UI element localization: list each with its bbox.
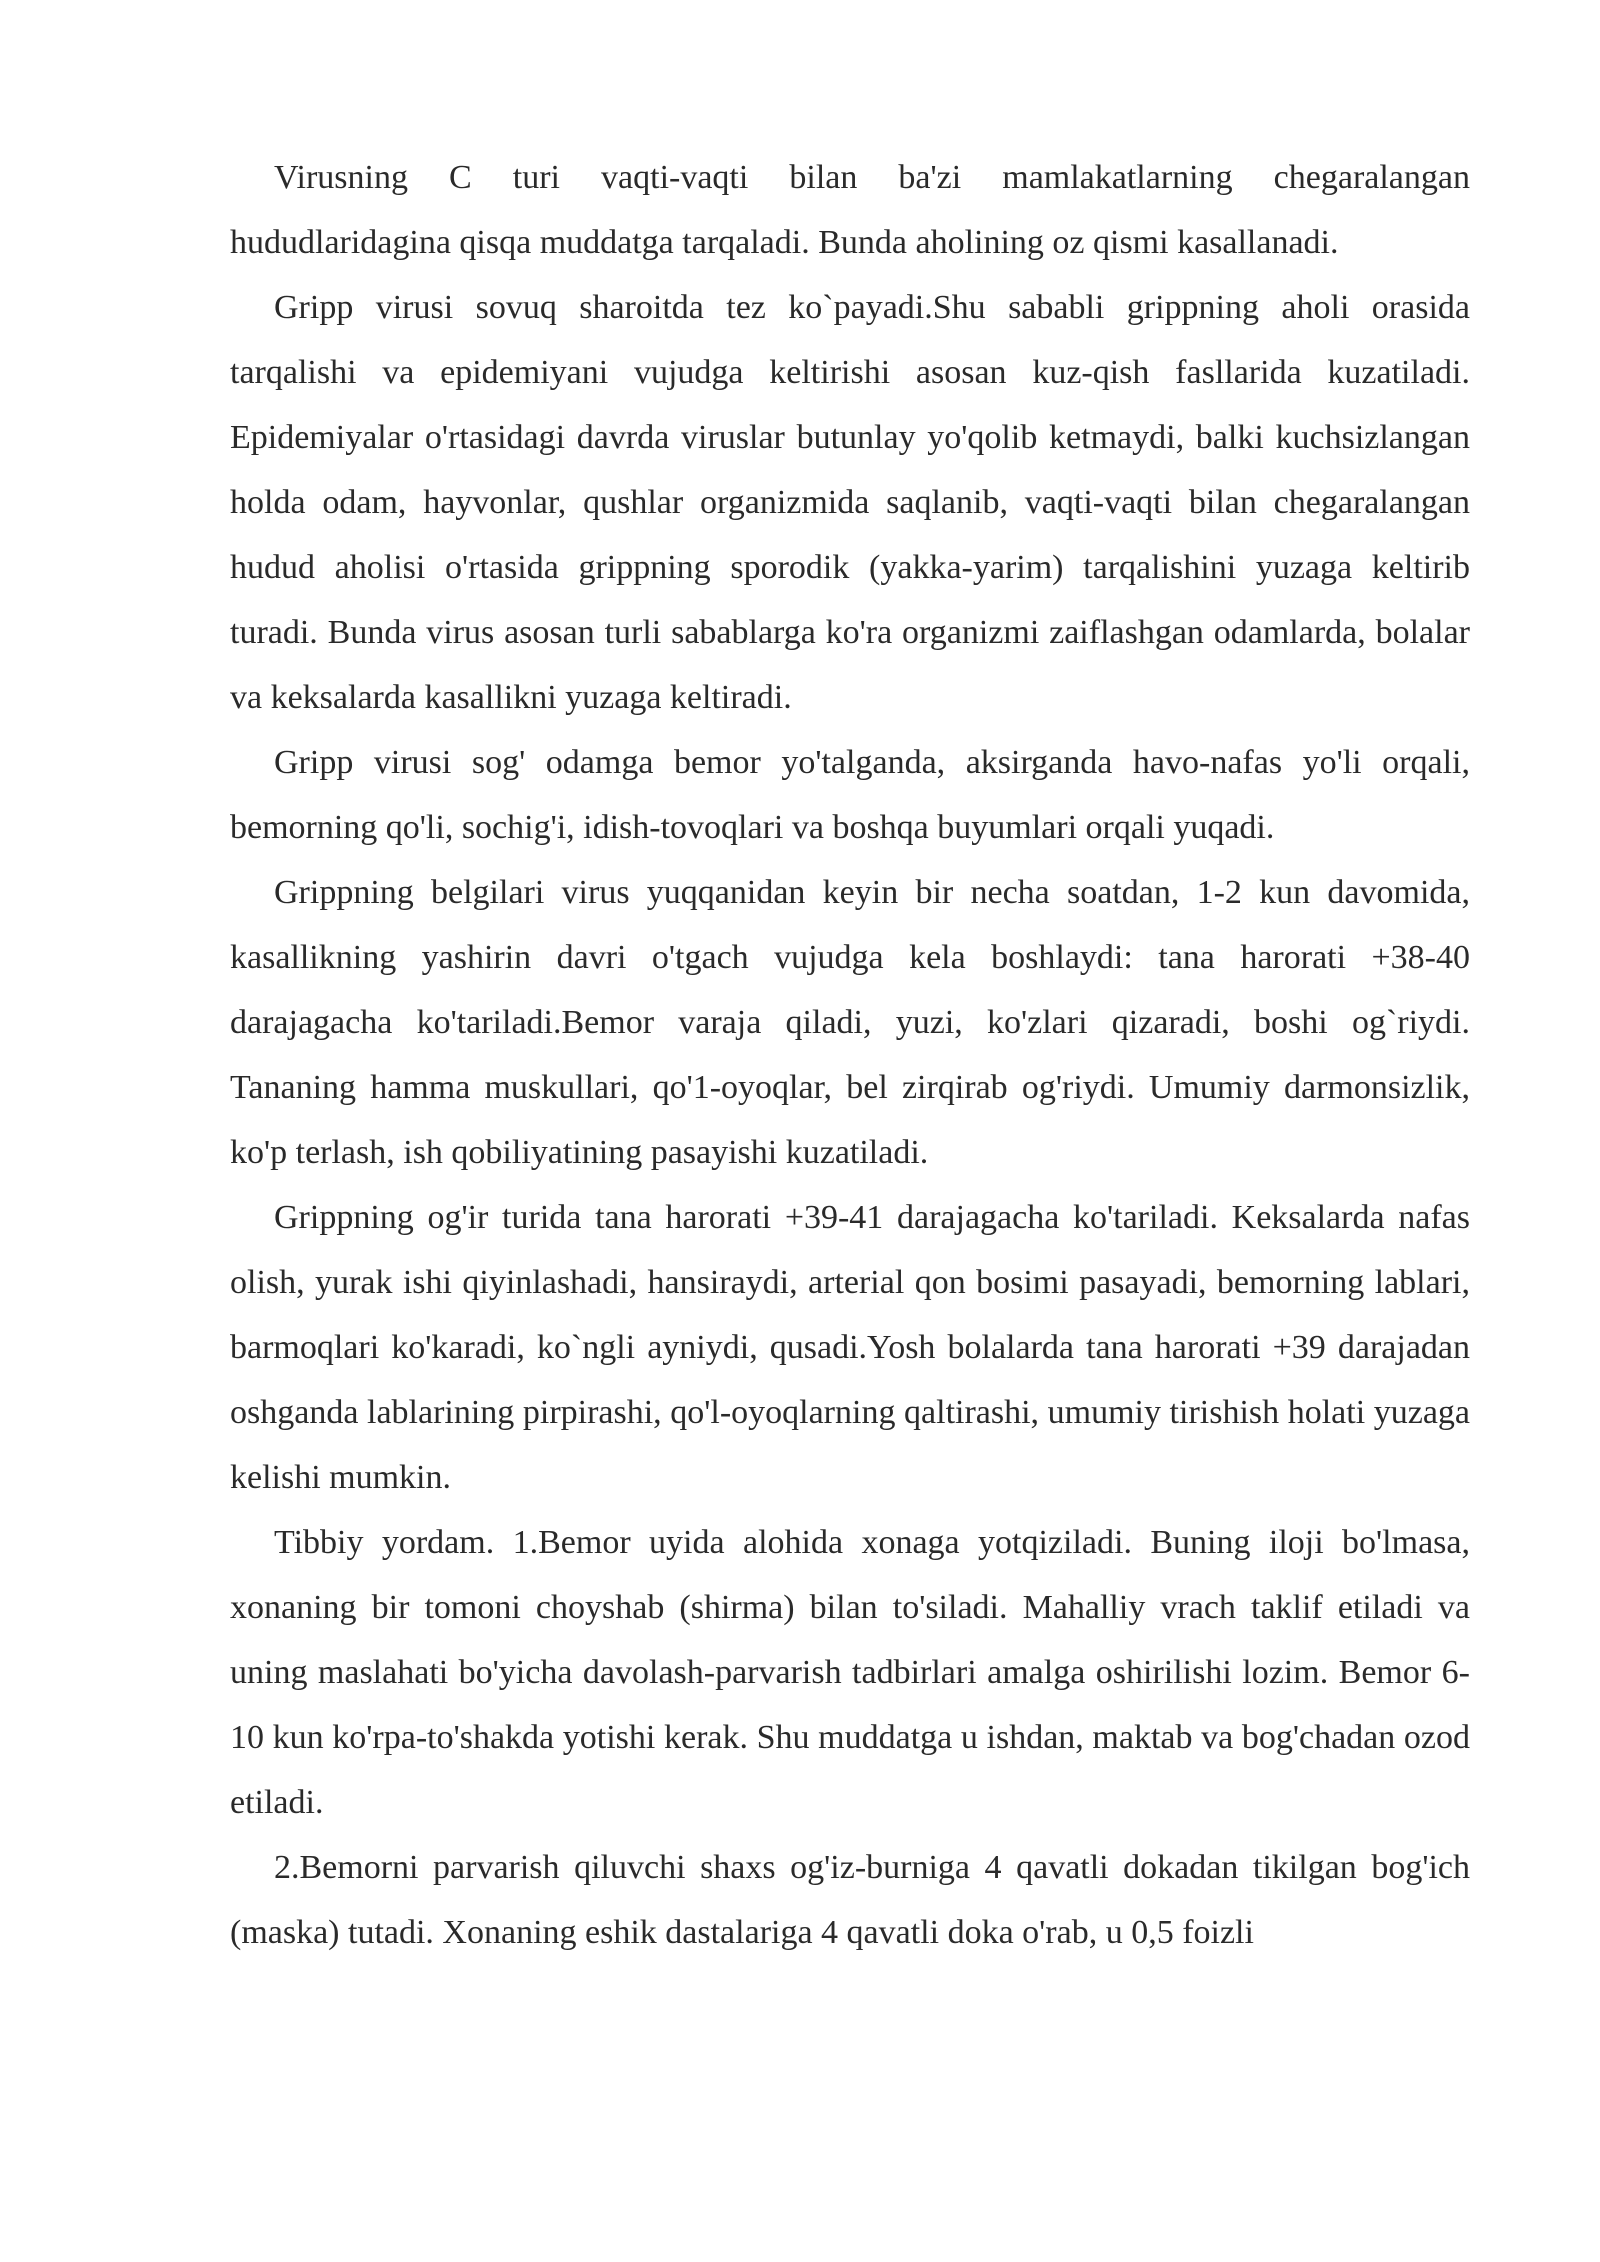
paragraph-symptoms: Grippning belgilari virus yuqqanidan keyin bir necha soatdan, 1-2 kun davomida, kasallikning yashirin davri o'tgach vujudga kela boshlaydi: tana harorati +38-40 darajagacha ko'tariladi.Bemor varaja qiladi, yuzi, ko'zlari qizaradi, boshi og`riydi. Tananing hamma muskullari, qo'1-oyoqlar, bel zirqirab og'riydi. Umumiy darmonsizlik, ko'p terlash, ish qobiliyatining pasayishi kuzatiladi. — [230, 874, 1470, 1171]
document-body — [230, 145, 1470, 1965]
paragraph-severe-form: Grippning og'ir turida tana harorati +39-41 darajagacha ko'tariladi. Keksalarda nafas olish, yurak ishi qiyinlashadi, hansiraydi, arterial qon bosimi pasayadi, bemorning lablari, barmoqlari ko'karadi, ko`ngli ayniydi, qusadi.Yosh bolalarda tana harorati +39 darajadan oshganda lablarining pirpirashi, qo'l-oyoqlarning qaltirashi, umumiy tirishish holati yuzaga kelishi mumkin. — [230, 1199, 1470, 1496]
paragraph-caregiver-mask: 2.Bemorni parvarish qiluvchi shaxs og'iz-burniga 4 qavatli dokadan tikilgan bog'ich (maska) tutadi. Xonaning eshik dastalariga 4 qavatli doka o'rab, u 0,5 foizli — [230, 1849, 1470, 1951]
paragraph-virus-spread: Gripp virusi sovuq sharoitda tez ko`payadi.Shu sababli grippning aholi orasida tarqalishi va epidemiyani vujudga keltirishi asosan kuz-qish fasllarida kuzatiladi. Epidemiyalar o'rtasidagi davrda viruslar butunlay yo'qolib ketmaydi, balki kuchsizlangan holda odam, hayvonlar, qushlar organizmida saqlanib, vaqti-vaqti bilan chegaralangan hudud aholisi o'rtasida grippning sporodik (yakka-yarim) tarqalishini yuzaga keltirib turadi. Bunda virus asosan turli sabablarga ko'ra organizmi zaiflashgan odamlarda, bolalar va keksalarda kasallikni yuzaga keltiradi. — [230, 289, 1470, 716]
paragraph-transmission: Gripp virusi sog' odamga bemor yo'talganda, aksirganda havo-nafas yo'li orqali, bemorning qo'li, sochig'i, idish-tovoqlari va boshqa buyumlari orqali yuqadi. — [230, 744, 1470, 846]
paragraph-medical-help: Tibbiy yordam. 1.Bemor uyida alohida xonaga yotqiziladi. Buning iloji bo'lmasa, xonaning bir tomoni choyshab (shirma) bilan to'siladi. Mahalliy vrach taklif etiladi va uning maslahati bo'yicha davolash-parvarish tadbirlari amalga oshirilishi lozim. Bemor 6-10 kun ko'rpa-to'shakda yotishi kerak. Shu muddatga u ishdan, maktab va bog'chadan ozod etiladi. — [230, 1524, 1470, 1821]
paragraph-virus-c-type: Virusning C turi vaqti-vaqti bilan ba'zi mamlakatlarning chegaralangan hududlaridagina qisqa muddatga tarqaladi. Bunda aholining oz qismi kasallanadi. — [230, 159, 1470, 261]
